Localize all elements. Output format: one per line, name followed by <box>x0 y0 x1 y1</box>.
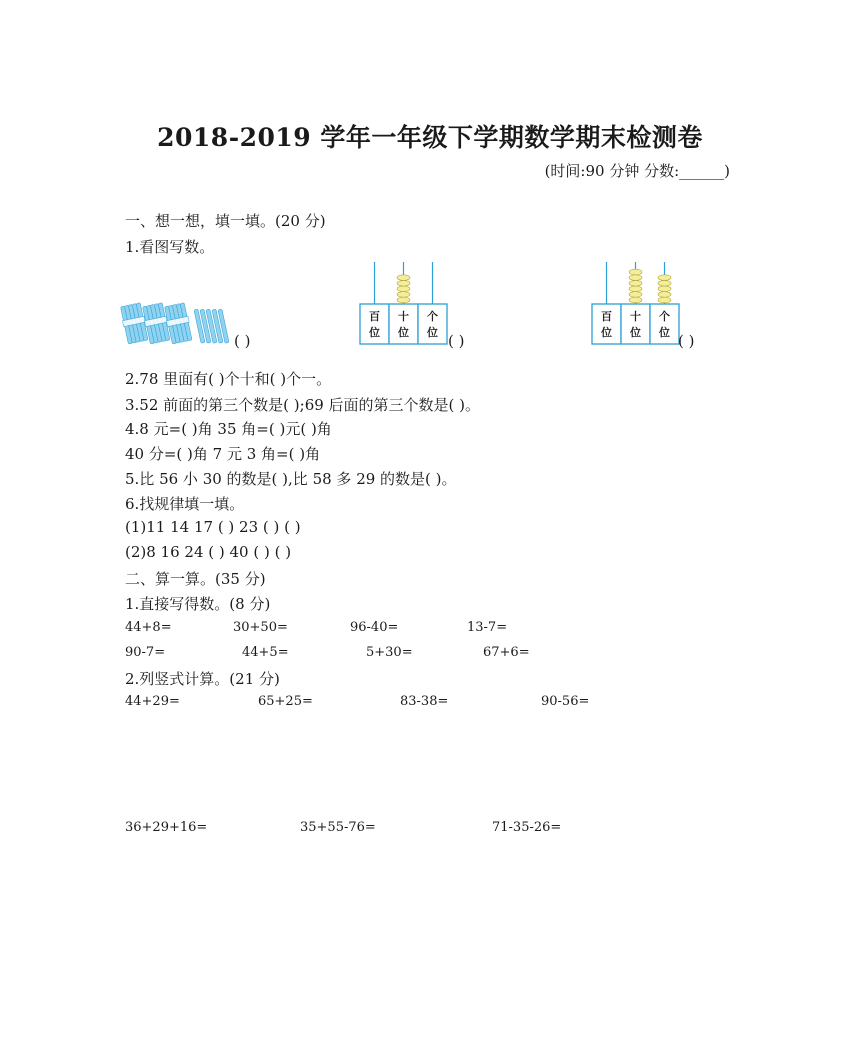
place-value-label: 位 <box>601 326 612 339</box>
abacus-bead <box>629 297 642 303</box>
question-4-line-2: 40 分=( )角 7 元 3 角=( )角 <box>125 445 321 463</box>
place-value-label: 位 <box>398 326 409 339</box>
answer-blank-3[interactable]: ( ) <box>678 332 695 350</box>
q1-label: 1.看图写数。 <box>125 238 215 256</box>
abacus-bead <box>658 297 671 303</box>
answer-blank-1[interactable]: ( ) <box>234 332 251 350</box>
mental-math-item: 90-7= <box>125 645 166 660</box>
abacus-bead <box>629 275 642 281</box>
vertical-calc-item: 90-56= <box>541 694 590 709</box>
page-title: 2018-2019 学年一年级下学期数学期末检测卷 <box>157 123 703 152</box>
stick-bundles-picture <box>120 298 240 346</box>
place-value-label: 百 <box>601 310 612 323</box>
section2-heading: 二、算一算。(35 分) <box>125 570 266 588</box>
place-value-label: 位 <box>659 326 670 339</box>
abacus-bead <box>629 269 642 275</box>
mental-math-item: 30+50= <box>233 620 288 635</box>
question-5: 5.比 56 小 30 的数是( ),比 58 多 29 的数是( )。 <box>125 470 457 488</box>
question-3: 3.52 前面的第三个数是( );69 后面的第三个数是( )。 <box>125 396 481 414</box>
abacus-bead <box>658 292 671 298</box>
exam-info: (时间:90 分钟 分数:______) <box>544 162 730 180</box>
place-value-label: 位 <box>369 326 380 339</box>
abacus-bead <box>629 286 642 292</box>
mental-math-item: 13-7= <box>467 620 508 635</box>
mental-math-item: 96-40= <box>350 620 399 635</box>
place-value-label: 位 <box>630 326 641 339</box>
vertical-calc-item: 71-35-26= <box>492 820 562 835</box>
pattern-row-1: (1)11 14 17 ( ) 23 ( ) ( ) <box>125 518 301 536</box>
place-value-label: 百 <box>369 310 380 323</box>
abacus-bead <box>629 280 642 286</box>
abacus-bead <box>658 280 671 286</box>
abacus-bead <box>397 286 410 292</box>
mental-math-item: 44+8= <box>125 620 172 635</box>
pattern-row-2: (2)8 16 24 ( ) 40 ( ) ( ) <box>125 543 292 561</box>
place-value-abacus-1 <box>358 260 450 350</box>
question-6-label: 6.找规律填一填。 <box>125 495 245 513</box>
place-value-label: 位 <box>427 326 438 339</box>
mental-math-item: 44+5= <box>242 645 289 660</box>
abacus-bead <box>397 280 410 286</box>
abacus-bead <box>629 292 642 298</box>
section1-heading: 一、想一想，填一填。(20 分) <box>125 212 326 230</box>
vertical-calc-item: 36+29+16= <box>125 820 208 835</box>
question-4-line-1: 4.8 元=( )角 35 角=( )元( )角 <box>125 420 332 438</box>
abacus-bead <box>397 275 410 281</box>
abacus-bead <box>397 292 410 298</box>
question-2: 2.78 里面有( )个十和( )个一。 <box>125 370 332 388</box>
vertical-calc-item: 65+25= <box>258 694 313 709</box>
place-value-label: 十 <box>398 310 409 323</box>
mental-math-item: 67+6= <box>483 645 530 660</box>
place-value-label: 个 <box>427 310 438 323</box>
abacus-bead <box>658 275 671 281</box>
vertical-calc-item: 44+29= <box>125 694 180 709</box>
answer-blank-2[interactable]: ( ) <box>448 332 465 350</box>
vertical-calc-label: 2.列竖式计算。(21 分) <box>125 670 280 688</box>
place-value-abacus-2 <box>590 260 682 350</box>
abacus-bead <box>658 286 671 292</box>
mental-math-label: 1.直接写得数。(8 分) <box>125 595 271 613</box>
vertical-calc-item: 83-38= <box>400 694 449 709</box>
place-value-label: 个 <box>659 310 670 323</box>
vertical-calc-item: 35+55-76= <box>300 820 376 835</box>
abacus-bead <box>397 297 410 303</box>
place-value-label: 十 <box>630 310 641 323</box>
mental-math-item: 5+30= <box>366 645 413 660</box>
